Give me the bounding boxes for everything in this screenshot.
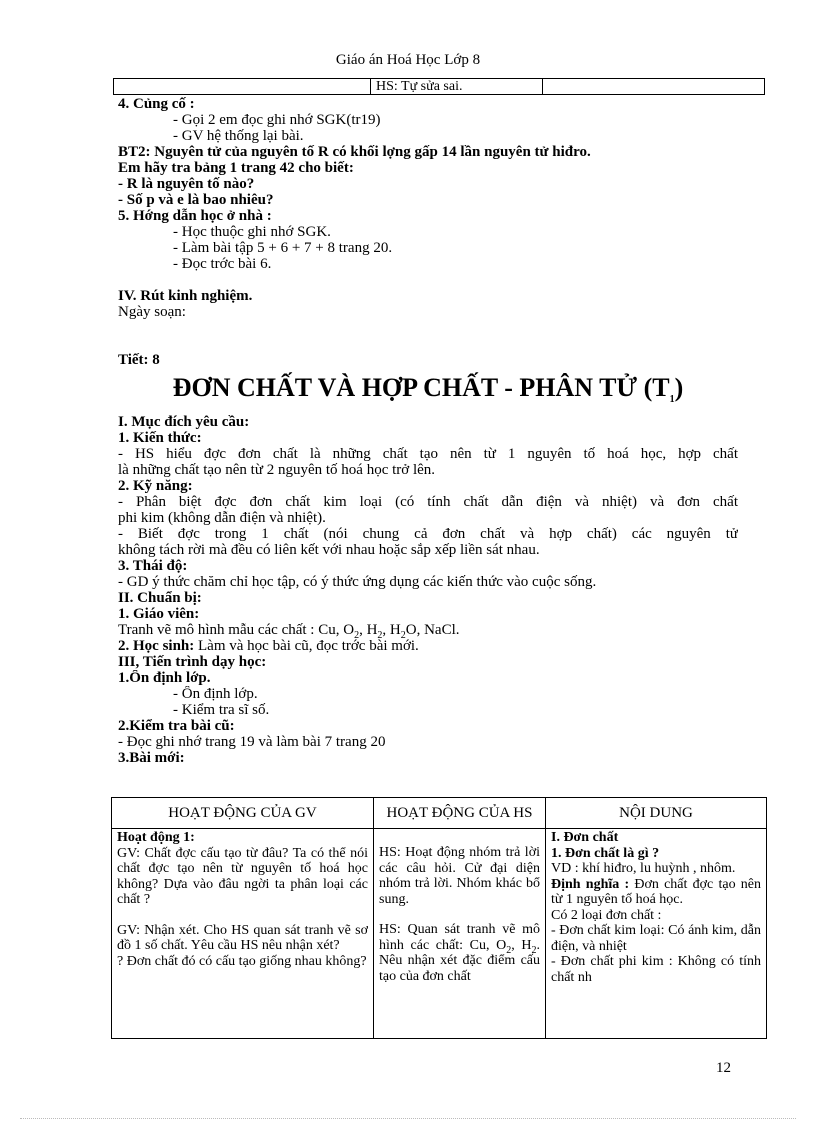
paragraph-line: 2. Học sinh: Làm và học bài cũ, đọc trớc bài mới. [118, 638, 419, 654]
cell-noi-dung [546, 829, 767, 1039]
page-number: 12 [716, 1060, 731, 1076]
section-heading-huong-dan: 5. Hớng dẫn học ở nhà : [118, 208, 272, 224]
paragraph-line: - GD ý thức chăm chỉ học tập, có ý thức ứng dụng các kiến thức vào cuộc sống. [118, 574, 597, 590]
activity-heading: Hoạt động 1: [117, 830, 195, 845]
list-item: - Làm bài tập 5 + 6 + 7 + 8 trang 20. [173, 240, 393, 256]
content-paragraph: Định nghĩa : Đơn chất đợc tạo nên từ 1 nguyên tố hoá học. [551, 876, 761, 907]
cell-hs [374, 829, 546, 1039]
exercise-line: - R là nguyên tố nào? [118, 176, 255, 192]
exercise-line: Em hãy tra bảng 1 trang 42 cho biết: [118, 160, 354, 176]
content-paragraph: VD : khí hiđro, lu huỳnh , nhôm. [551, 861, 736, 876]
subheading-kien-thuc: 1. Kiến thức: [118, 430, 202, 446]
list-item: - Ổn định lớp. [173, 686, 258, 702]
section-heading-muc-dich: I. Mục đích yêu cầu: [118, 414, 250, 430]
cell-gv [112, 829, 374, 1039]
content-subheading: 1. Đơn chất là gì ? [551, 845, 660, 861]
paragraph-line: phi kim (không dẫn điện và nhiệt). [118, 510, 326, 526]
gv-paragraph: GV: Chất đợc cấu tạo từ đâu? Ta có thể nói chất đợc tạo nên từ nguyên tố hoá học không? Dựa vào đâu ngời ta phân loại các chất ? [117, 845, 368, 907]
subheading-bai-moi: 3.Bài mới: [118, 750, 185, 766]
subheading-giao-vien: 1. Giáo viên: [118, 606, 200, 622]
content-paragraph: - Đơn chất kim loại: Có ánh kim, dẫn điện, và nhiệt [551, 923, 761, 954]
column-header-hs: HOẠT ĐỘNG CỦA HS [374, 798, 546, 829]
list-item: - GV hệ thống lại bài. [173, 128, 304, 144]
content-paragraph: Có 2 loại đơn chất : [551, 907, 662, 923]
paragraph-line: - HS hiểu đợc đơn chất là những chất tạo nên từ 1 nguyên tố hoá học, hợp chất [118, 446, 738, 462]
paragraph-line: - Phân biệt đợc đơn chất kim loại (có tính chất dẫn điện và nhiệt) và đơn chất [118, 494, 738, 510]
page-bottom-divider [20, 1118, 796, 1119]
hs-paragraph: HS: Hoạt động nhóm trả lời các câu hỏi. Cử đại diện nhóm trả lời. Nhóm khác bổ sung. [379, 845, 540, 907]
paragraph-line: - Đọc ghi nhớ trang 19 và làm bài 7 trang 20 [118, 734, 386, 750]
document-body [118, 96, 738, 766]
exercise-line: - Số p và e là bao nhiêu? [118, 192, 274, 208]
subheading-kiem-tra: 2.Kiểm tra bài cũ: [118, 718, 235, 734]
content-heading: I. Đơn chất [551, 830, 619, 845]
column-header-gv: HOẠT ĐỘNG CỦA GV [112, 798, 374, 829]
column-header-noi-dung: NỘI DUNG [546, 798, 767, 829]
page-header: Giáo án Hoá Học Lớp 8 [335, 52, 481, 68]
table-cell-hs: HS: Tự sửa sai. [371, 79, 543, 94]
lesson-title: ĐƠN CHẤT VÀ HỢP CHẤT - PHÂN TỬ $(T_1)$ [172, 373, 684, 404]
subheading-ky-nang: 2. Kỹ năng: [118, 478, 193, 494]
table-cell-empty [114, 79, 371, 94]
paragraph-line: không tách rời mà đều có liên kết với nhau hoặc sắp xếp liền sát nhau. [118, 542, 540, 558]
section-heading-tien-trinh: III, Tiến trình dạy học: [118, 654, 267, 670]
subheading-thai-do: 3. Thái độ: [118, 558, 188, 574]
hs-paragraph: HS: Quan sát tranh vẽ mô hình các chất: Cu, $O_2$, $H_2$. Nêu nhận xét đặc điểm cấu tạo của đơn chất [379, 922, 540, 984]
lesson-number: Tiết: 8 [118, 352, 160, 368]
activity-table [111, 797, 767, 1039]
section-heading-rut-kinh-nghiem: IV. Rút kinh nghiệm. [118, 288, 253, 304]
exercise-line: BT2: Nguyên tử của nguyên tố R có khối lợng gấp 14 lần nguyên tử hiđro. [118, 144, 591, 160]
continued-table-row [113, 78, 765, 95]
list-item: - Học thuộc ghi nhớ SGK. [173, 224, 331, 240]
ngay-soan: Ngày soạn: [118, 304, 186, 320]
section-heading-chuan-bi: II. Chuẩn bị: [118, 590, 202, 606]
content-paragraph: - Đơn chất phi kim : Không có tính chất nh [551, 954, 761, 985]
gv-paragraph: GV: Nhận xét. Cho HS quan sát tranh vẽ sơ đồ 1 số chất. Yêu cầu HS nêu nhận xét? [117, 922, 368, 953]
subheading-on-dinh: 1.Ổn định lớp. [118, 670, 211, 686]
list-item: - Kiểm tra sĩ số. [173, 702, 270, 718]
list-item: - Gọi 2 em đọc ghi nhớ SGK(tr19) [173, 112, 381, 128]
table-row [112, 829, 767, 1039]
list-item: - Đọc trớc bài 6. [173, 256, 272, 272]
gv-paragraph: ? Đơn chất đó có cấu tạo giống nhau không? [117, 953, 367, 969]
paragraph-line: là những chất tạo nên từ 2 nguyên tố hoá học trở lên. [118, 462, 436, 478]
paragraph-line: - Biết đợc trong 1 chất (nói chung cả đơn chất và hợp chất) các nguyên tử [118, 526, 738, 542]
paragraph-line: Tranh vẽ mô hình mẫu các chất : Cu, $O_2$, $H_2$, $H_2O$, NaCl. [118, 622, 460, 638]
section-heading-cung-co: 4. Củng cố : [118, 96, 195, 112]
